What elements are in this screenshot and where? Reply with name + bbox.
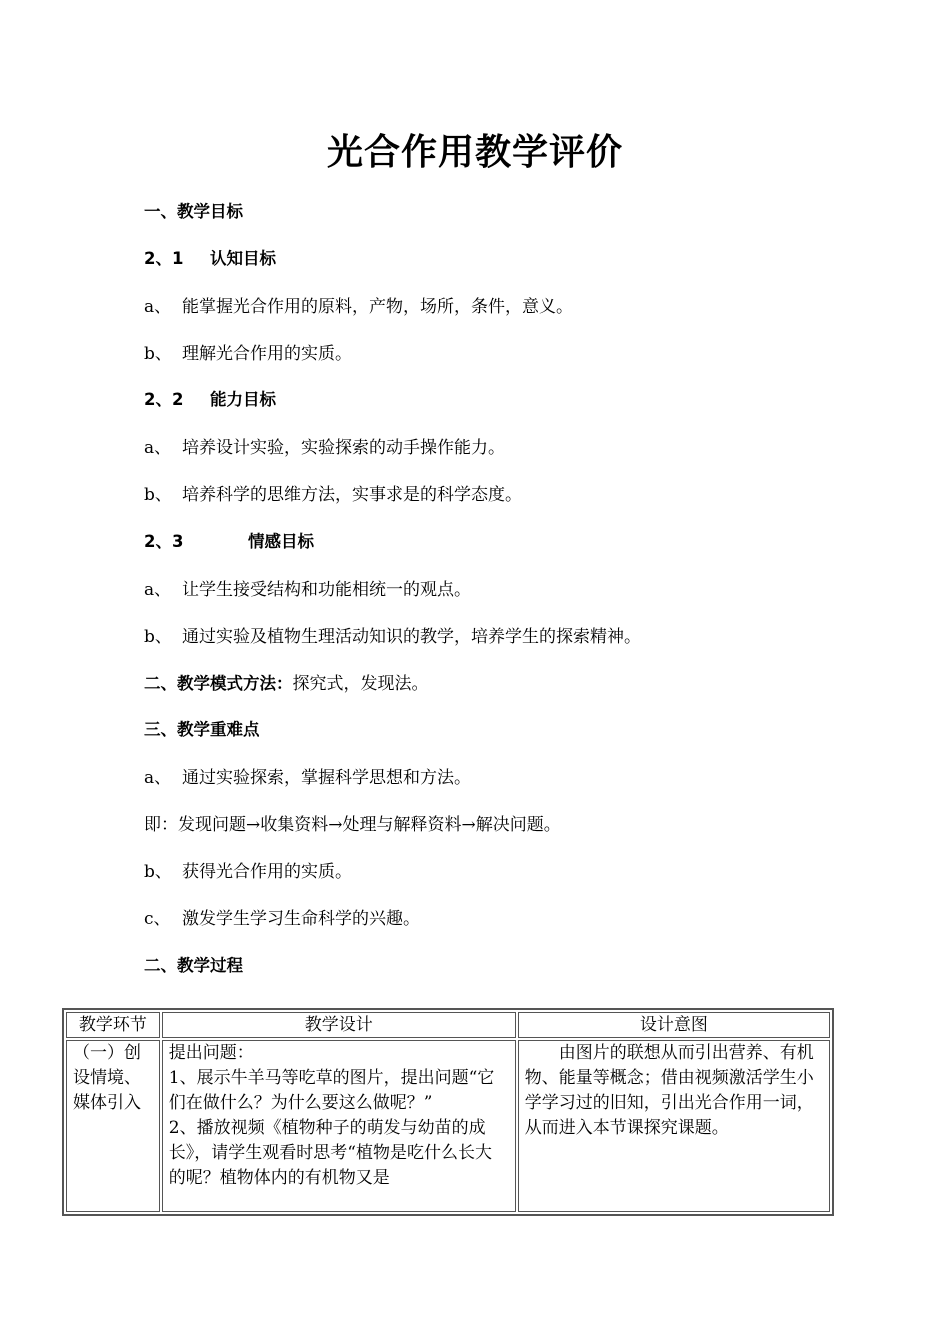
list-item [144, 433, 505, 458]
stage-text: （一）创设情境、媒体引入 [73, 1043, 141, 1113]
list-text: 让学生接受结构和功能相统一的观点。 [182, 580, 471, 600]
subheading-label: 情感目标 [248, 532, 314, 551]
design-line: 2、播放视频《植物种子的萌发与幼苗的成长》，请学生观看时思考“植物是吃什么长大的呢？植物体内的有机物又是 [168, 1118, 492, 1188]
list-text: 获得光合作用的实质。 [182, 862, 352, 882]
list-marker: a、 [144, 768, 172, 788]
list-item [144, 857, 352, 882]
subheading-label: 认知目标 [210, 249, 276, 268]
subheading-number: 2、2 [144, 390, 184, 409]
section-heading-method: 二、教学模式方法： [144, 674, 293, 693]
subheading-cognitive [144, 245, 276, 269]
list-marker: c、 [144, 909, 171, 929]
subheading-label: 能力目标 [210, 390, 276, 409]
subheading-emotion [144, 528, 314, 552]
subheading-number: 2、3 [144, 532, 184, 551]
list-item [144, 904, 420, 929]
list-text: 培养设计实验，实验探索的动手操作能力。 [182, 438, 505, 458]
table-cell-stage [66, 1040, 160, 1212]
table-cell-design [162, 1040, 516, 1212]
list-text: 激发学生学习生命科学的兴趣。 [182, 909, 420, 929]
list-text: 培养科学的思维方法，实事求是的科学态度。 [182, 485, 522, 505]
design-line: 提出问题： [168, 1043, 254, 1063]
intent-text: 由图片的联想从而引出营养、有机物、能量等概念；借由视频激活学生小学学习过的旧知，引出光合作用一词，从而进入本节课探究课题。 [524, 1043, 814, 1138]
list-text: 通过实验及植物生理活动知识的教学，培养学生的探索精神。 [182, 627, 641, 647]
column-header: 教学环节 [66, 1012, 160, 1038]
list-marker: b、 [144, 627, 172, 647]
list-marker: a、 [144, 438, 172, 458]
section-heading-keypoints: 三、教学重难点 [144, 720, 260, 739]
list-item [144, 622, 641, 647]
list-item [144, 480, 522, 505]
subheading-ability [144, 386, 276, 410]
list-marker: b、 [144, 485, 172, 505]
subheading-number: 2、1 [144, 249, 184, 268]
list-marker: a、 [144, 580, 172, 600]
column-header: 设计意图 [518, 1012, 830, 1038]
table-header-row [66, 1012, 830, 1038]
design-line: 1、展示牛羊马等吃草的图片，提出问题“它们在做什么？为什么要这么做呢？” [168, 1068, 495, 1113]
list-text: 通过实验探索，掌握科学思想和方法。 [182, 768, 471, 788]
list-marker: b、 [144, 344, 172, 364]
list-marker: b、 [144, 862, 172, 882]
method-line [144, 669, 429, 694]
table-cell-intent [518, 1040, 830, 1212]
list-text: 理解光合作用的实质。 [182, 344, 352, 364]
section-heading-goals: 一、教学目标 [144, 202, 243, 221]
list-text: 能掌握光合作用的原料，产物，场所，条件，意义。 [182, 297, 573, 317]
process-table [62, 1008, 834, 1216]
list-item [144, 292, 573, 317]
section-heading-process: 二、教学过程 [144, 956, 243, 975]
list-marker: a、 [144, 297, 172, 317]
page-title: 光合作用教学评价 [326, 132, 623, 173]
table-row [66, 1040, 830, 1212]
flow-text: 即：发现问题→收集资料→处理与解释资料→解决问题。 [144, 815, 561, 835]
column-header: 教学设计 [162, 1012, 516, 1038]
list-item [144, 763, 471, 788]
list-item [144, 575, 471, 600]
list-item [144, 339, 352, 364]
method-text: 探究式，发现法。 [292, 674, 429, 694]
